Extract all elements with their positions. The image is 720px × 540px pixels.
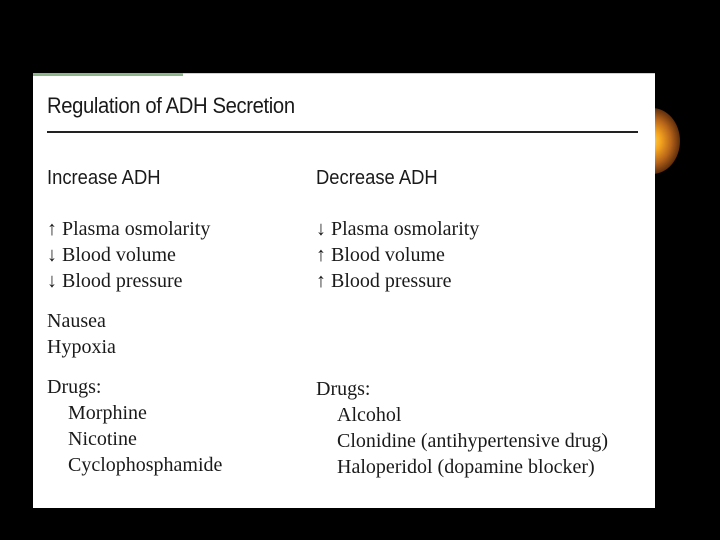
- decrease-factor: ↑ Blood pressure: [316, 270, 452, 292]
- increase-drug: Nicotine: [68, 428, 137, 450]
- increase-factor: ↓ Blood volume: [47, 244, 176, 266]
- decrease-drug: Alcohol: [337, 404, 402, 426]
- decrease-drugs-label: Drugs:: [316, 378, 371, 400]
- table-title: Regulation of ADH Secretion: [47, 93, 295, 118]
- decrease-drug: Clonidine (antihypertensive drug): [337, 430, 609, 452]
- increase-factor: ↑ Plasma osmolarity: [47, 218, 211, 240]
- panel-accent-bar: [33, 73, 183, 76]
- increase-drugs-label: Drugs:: [47, 376, 102, 398]
- decrease-drug: Haloperidol (dopamine blocker): [337, 456, 595, 478]
- increase-column: [47, 165, 222, 478]
- decrease-factor: ↑ Blood volume: [316, 244, 445, 266]
- increase-other-factor: Hypoxia: [47, 336, 116, 358]
- table-panel: [33, 73, 655, 508]
- decrease-factor: ↓ Plasma osmolarity: [316, 218, 480, 240]
- title-rule: [47, 131, 638, 133]
- panel-top-border: [183, 73, 655, 74]
- increase-other-factor: Nausea: [47, 310, 106, 332]
- increase-factor: ↓ Blood pressure: [47, 270, 183, 292]
- decrease-column: [316, 165, 608, 480]
- increase-heading: Increase ADH: [47, 167, 161, 189]
- decrease-heading: Decrease ADH: [316, 167, 438, 189]
- increase-drug: Morphine: [68, 402, 147, 424]
- increase-drug: Cyclophosphamide: [68, 454, 223, 476]
